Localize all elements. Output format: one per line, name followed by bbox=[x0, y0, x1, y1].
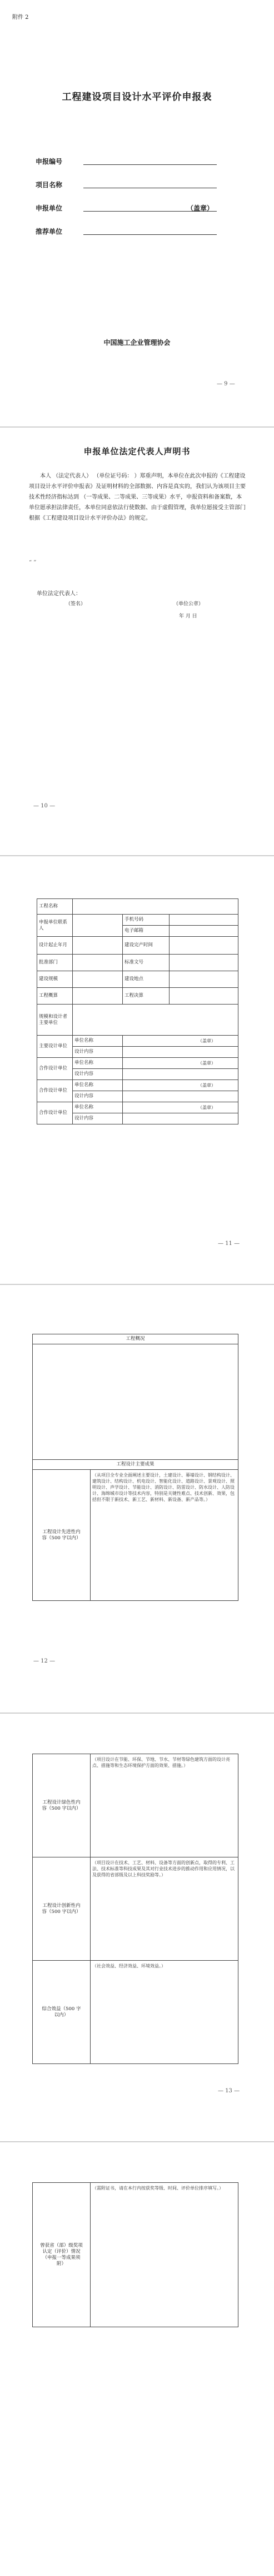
benefits-label: 综合效益（500 字以内） bbox=[33, 1961, 91, 2064]
seal-mark: （盖章） bbox=[123, 1102, 238, 1113]
declaration-paragraph: 本人 （法定代表人） （单位证号码： ）郑重声明，本单位在此次申报的《工程建设项目设计水平评价申报表》及证明材料的全部数据、内容是真实的，我们认为该项目主要技术性经济指标达到 （一等成果、二等成果、三等成果）水平，申报资料和备案数，本单位愿承担法律责任，本单位同意依法行使数据、由于虚假管理，我单位愿接受主管部门根据《工程建设项目设计水平评价办法》的规定。 bbox=[29, 473, 246, 521]
page-awards bbox=[0, 2143, 274, 2576]
row-label-scale: 建设规模 bbox=[37, 971, 73, 988]
unit-name-label: 单位名称 bbox=[73, 1036, 123, 1047]
seal-mark: （盖章） bbox=[123, 1080, 238, 1091]
seal-mark: （盖章） bbox=[123, 1036, 238, 1047]
awards-hint[interactable]: （需附证书，请在本行内按获奖等级、时间、评价单位排序填写。） bbox=[91, 2183, 238, 2327]
design-period-value[interactable] bbox=[73, 937, 123, 955]
row-label-contact: 申报单位联系人 bbox=[37, 915, 73, 937]
row-label-mobile: 手机号码 bbox=[123, 915, 170, 926]
green-content-label: 工程设计绿色性内容（500 字以内） bbox=[33, 1754, 91, 1857]
row-label-main-unit: 主要设计单位 bbox=[37, 1036, 73, 1058]
design-content-label: 设计内容 bbox=[73, 1113, 123, 1124]
design-content-value[interactable] bbox=[123, 1091, 238, 1102]
email-value[interactable] bbox=[170, 926, 238, 937]
final-cost-value[interactable] bbox=[170, 988, 238, 1005]
page-number: — 9 — bbox=[217, 381, 235, 387]
row-label-coop-unit: 合作设计单位 bbox=[37, 1058, 73, 1080]
page-divider bbox=[0, 2141, 274, 2142]
green-content-hint[interactable]: （项目设计在节能、环保、节地、节水、节材等绿色建筑方面的设计亮点、措施等和生态环境保护方面的效果、措施。） bbox=[91, 1754, 238, 1857]
row-label-design-period: 设计起止年月 bbox=[37, 937, 73, 955]
design-content-value[interactable] bbox=[123, 1069, 238, 1080]
page-number: — 11 — bbox=[218, 1241, 240, 1247]
mobile-value[interactable] bbox=[170, 915, 238, 926]
benefits-hint[interactable]: （社会效益、经济效益、环境效益。） bbox=[91, 1961, 238, 2064]
design-content-value[interactable] bbox=[123, 1047, 238, 1058]
page-overview bbox=[0, 1286, 274, 1711]
field-project-name-label: 项目名称 bbox=[36, 181, 63, 189]
budget-value[interactable] bbox=[73, 988, 123, 1005]
declaration-title: 申报单位法定代表人声明书 bbox=[83, 446, 191, 456]
declaration-quote-line: “ ” bbox=[29, 560, 37, 566]
advanced-content-hint[interactable]: （从项目全专业全面阐述主要设计，土建设计、幕墙设计、钢结构设计、建筑设计、结构设计、机电设计、智能化设计、道路设计、景观设计、照明设计、声学设计、节能设计、消防设计、防雷设计、防水设计、人防设计、海绵城市设计等技术内容，特别是关键性难点、技术创新、效果，包括但不限于新技术、新工艺、新材料、新设备、新产品等。） bbox=[91, 1470, 238, 1601]
page-cover bbox=[0, 0, 274, 425]
field-applicant-unit-label: 申报单位 bbox=[36, 204, 63, 212]
applicant-seal-note: （盖章） bbox=[187, 204, 214, 212]
innovation-content-hint[interactable]: （项目设计在技术、工艺、材料、设备等方面的创新点，取得的专利、工法、技术标准等科技成果及其对行业技术进步的推动作用和应用情况，以及获得的省部级及以上科技奖励等。） bbox=[91, 1857, 238, 1961]
signature-note: （签名） bbox=[66, 601, 86, 607]
page-number: — 10 — bbox=[33, 803, 56, 809]
project-name-value[interactable] bbox=[73, 899, 238, 915]
unit-name-label: 单位名称 bbox=[73, 1080, 123, 1091]
design-content-label: 设计内容 bbox=[73, 1091, 123, 1102]
awards-label: 曾获省（部）级奖项认定（评价）情况（申报一等成果须附） bbox=[33, 2183, 91, 2327]
row-label-final-cost: 工程决算 bbox=[123, 988, 170, 1005]
row-label-email: 电子邮箱 bbox=[123, 926, 170, 937]
approval-no-value[interactable] bbox=[170, 955, 238, 971]
field-application-number-line[interactable] bbox=[83, 164, 217, 165]
page-declaration bbox=[0, 429, 274, 854]
design-content-label: 设计内容 bbox=[73, 1069, 123, 1080]
main-results-header: 工程设计主要成果 bbox=[33, 1460, 238, 1470]
row-label-planning-units: 规模和设计者主要单位 bbox=[37, 1005, 73, 1036]
page-number: — 12 — bbox=[33, 1658, 56, 1664]
design-content-value[interactable] bbox=[123, 1113, 238, 1124]
annex-label: 附件 2 bbox=[12, 14, 29, 21]
page-divider bbox=[0, 1713, 274, 1714]
content-table bbox=[32, 1754, 238, 2064]
row-label-place: 建设地点 bbox=[123, 971, 170, 988]
page-divider bbox=[0, 426, 274, 428]
innovation-content-label: 工程设计创新性内容（500 字以内） bbox=[33, 1857, 91, 1961]
page-number: — 13 — bbox=[218, 2088, 240, 2094]
seal-note: （单位公章） bbox=[173, 601, 204, 607]
planning-units-value[interactable] bbox=[73, 1005, 238, 1036]
row-label-coop-unit: 合作设计单位 bbox=[37, 1102, 73, 1124]
place-value[interactable] bbox=[170, 971, 238, 988]
row-label-completion: 建设完产时间 bbox=[123, 937, 170, 955]
field-recommending-unit-line[interactable] bbox=[83, 234, 217, 235]
overview-body[interactable] bbox=[33, 1344, 238, 1460]
page-content bbox=[0, 1715, 274, 2140]
issuer-name: 中国施工企业管理协会 bbox=[103, 339, 171, 347]
field-recommending-unit-label: 推荐单位 bbox=[36, 228, 63, 235]
row-label-budget: 工程概算 bbox=[37, 988, 73, 1005]
row-label-approval-no: 标准文号 bbox=[123, 955, 170, 971]
row-label-coop-unit: 合作设计单位 bbox=[37, 1080, 73, 1102]
completion-value[interactable] bbox=[170, 937, 238, 955]
page-divider bbox=[0, 1284, 274, 1285]
advanced-content-label: 工程设计先进性内容（500 字以内） bbox=[33, 1470, 91, 1601]
unit-name-label: 单位名称 bbox=[73, 1102, 123, 1113]
page-divider bbox=[0, 855, 274, 856]
unit-name-label: 单位名称 bbox=[73, 1058, 123, 1069]
basic-info-table bbox=[37, 898, 238, 1124]
design-content-label: 设计内容 bbox=[73, 1047, 123, 1058]
scale-value[interactable] bbox=[73, 971, 123, 988]
contact-value[interactable] bbox=[73, 915, 123, 937]
cover-title: 工程建设项目设计水平评价申报表 bbox=[62, 92, 212, 103]
overview-table bbox=[32, 1334, 238, 1601]
legal-rep-label: 单位法定代表人： bbox=[37, 591, 81, 597]
awards-table bbox=[32, 2182, 238, 2327]
overview-header: 工程概况 bbox=[33, 1334, 238, 1344]
row-label-project-name: 工程名称 bbox=[37, 899, 73, 915]
field-application-number-label: 申报编号 bbox=[36, 158, 63, 165]
page-basic-info bbox=[0, 857, 274, 1283]
approval-dept-value[interactable] bbox=[73, 955, 123, 971]
seal-mark: （盖章） bbox=[123, 1058, 238, 1069]
row-label-approval-dept: 批准部门 bbox=[37, 955, 73, 971]
declaration-date: 年 月 日 bbox=[179, 614, 197, 619]
